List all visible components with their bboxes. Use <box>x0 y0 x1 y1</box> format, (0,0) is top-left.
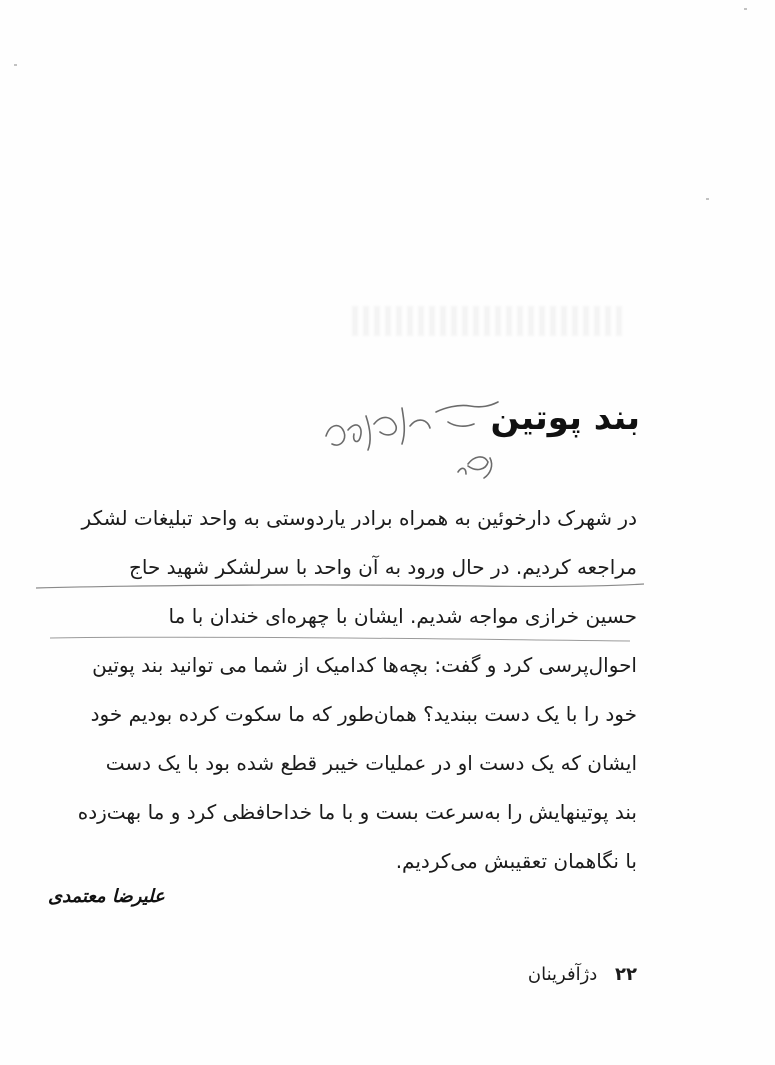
paragraph-line: با نگاهمان تعقیبش می‌کردیم. <box>395 849 637 873</box>
author-name: علیرضا معتمدی <box>48 886 165 907</box>
scan-smudge <box>352 306 622 336</box>
pen-underline <box>30 632 650 646</box>
paragraph-line: مراجعه کردیم. در حال ورود به آن واحد با سرلشکر شهید حاج <box>128 555 637 579</box>
pen-underline <box>30 580 650 594</box>
body-paragraph <box>42 494 637 886</box>
page-footer <box>528 962 637 988</box>
scan-dot <box>706 198 709 200</box>
book-title: دژآفرینان <box>527 964 598 985</box>
paragraph-line: بند پوتینهایش را به‌سرعت بست و با ما خداحافظی کرد و ما بهت‌زده <box>77 800 637 824</box>
scan-dot <box>744 8 747 10</box>
paragraph-line: ایشان که یک دست او در عملیات خیبر قطع شده بود با یک دست <box>105 751 637 775</box>
page-number: ۲۲ <box>615 964 637 985</box>
page-title: بند پوتین <box>490 398 640 438</box>
paragraph-line: حسین خرازی مواجه شدیم. ایشان با چهره‌ای خندان با ما <box>168 604 637 628</box>
paragraph-line: خود را با یک دست ببندید؟ همان‌طور که ما سکوت کرده بودیم خود <box>90 702 637 726</box>
scan-dot <box>14 64 17 66</box>
paragraph-line: احوال‌پرسی کرد و گفت: بچه‌ها کدامیک از شما می توانید بند پوتین <box>92 653 637 677</box>
handwritten-signature <box>318 386 518 496</box>
paragraph-line: در شهرک دارخوئین به همراه برادر یاردوستی به واحد تبلیغات لشکر <box>81 506 637 530</box>
